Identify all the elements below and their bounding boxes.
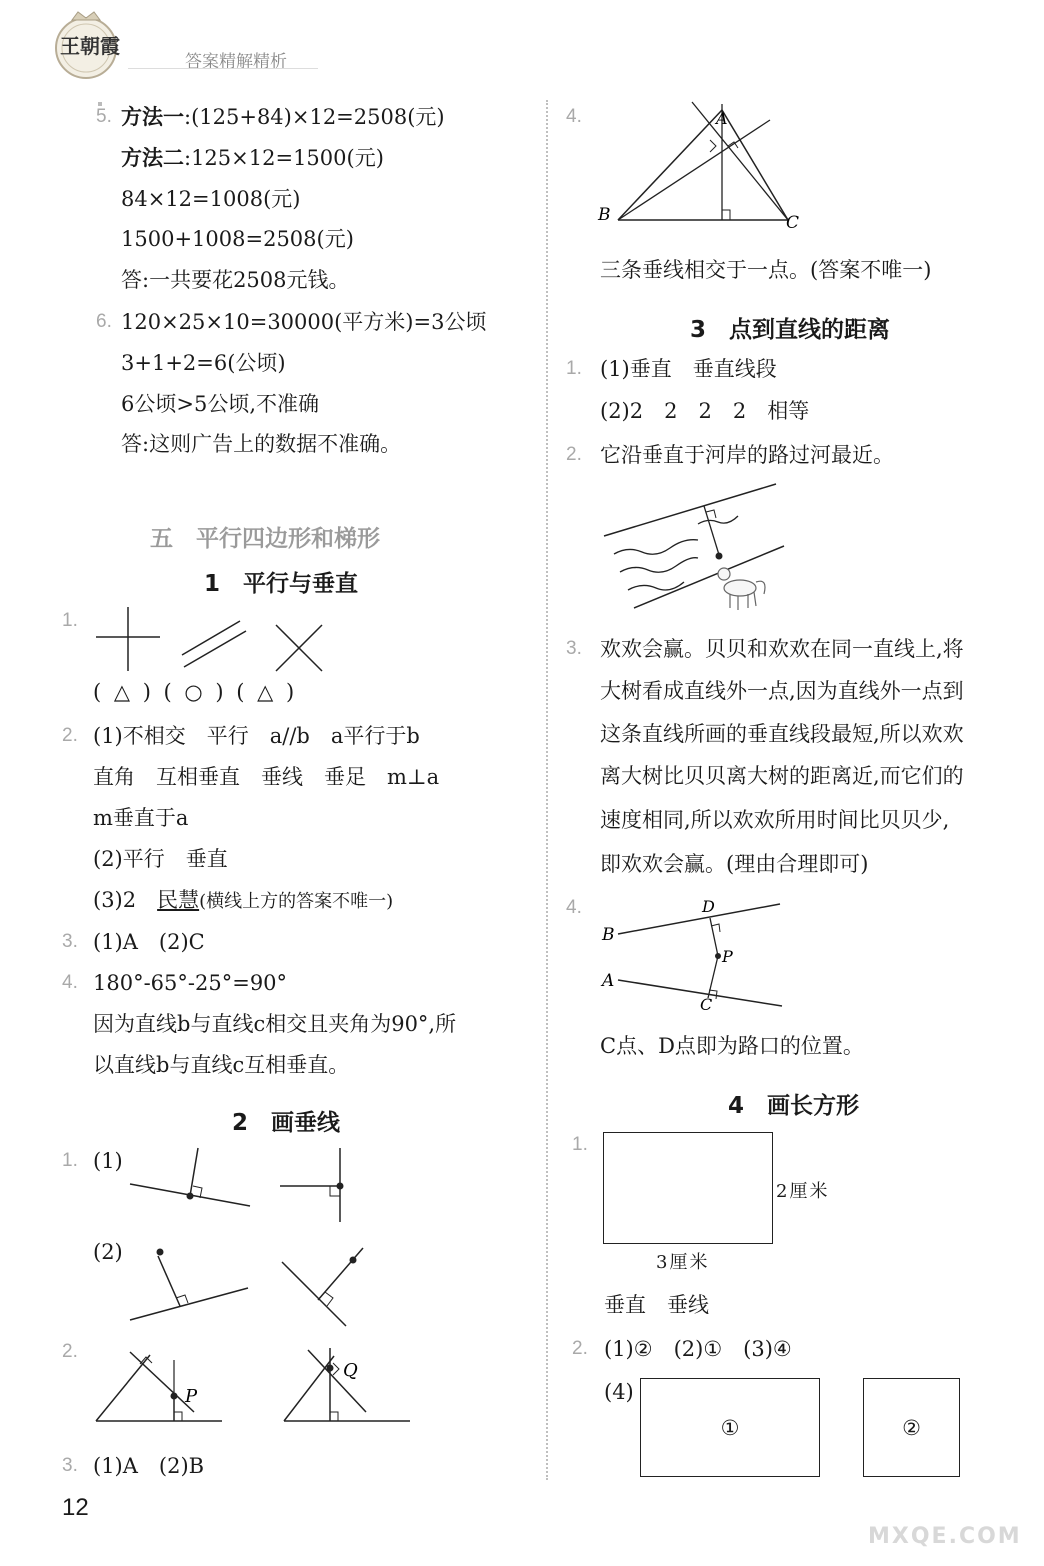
s4-q1-width-label: 3厘米 xyxy=(656,1252,710,1273)
s3-q1-number: 1. xyxy=(566,358,582,379)
s2-q3-number: 3. xyxy=(62,1455,78,1476)
q5-answer: 答:一共要花2508元钱。 xyxy=(121,268,350,292)
s3-q3-number: 3. xyxy=(566,638,582,659)
s2-q2-label-p: P xyxy=(185,1386,198,1407)
s1-q2-line1: (1)不相交 平行 a//b a平行于b xyxy=(93,724,420,748)
s1-q4-number: 4. xyxy=(62,972,78,993)
s2-q1-part1-label: (1) xyxy=(93,1149,123,1173)
s4-q2-rectangle-2 xyxy=(863,1378,960,1477)
q5-method1 xyxy=(121,103,445,131)
s3-q2-text: 它沿垂直于河岸的路过河最近。 xyxy=(600,443,894,467)
s1-q2-line4: (2)平行 垂直 xyxy=(93,847,228,871)
s3-q3-line3: 这条直线所画的垂直线段最短,所以欢欢 xyxy=(600,722,964,746)
s3-q3-line6: 即欢欢会赢。(理由合理即可) xyxy=(600,852,869,876)
s3-q3-line4: 离大树比贝贝离大树的距离近,而它们的 xyxy=(600,764,964,788)
logo-text: 王朝霞 xyxy=(60,34,120,58)
q5-line4: 1500+1008=2508(元) xyxy=(121,227,354,251)
s1-q3-text: (1)A (2)C xyxy=(93,930,205,954)
s3-q4-roads-figure xyxy=(598,894,788,1018)
q5-method2-label: 方法二 xyxy=(121,146,184,170)
q5-number: 5. xyxy=(96,106,112,127)
q5-method1-text: :(125+84)×12=2508(元) xyxy=(184,105,445,129)
column-divider xyxy=(546,100,548,1480)
r-q4-triangle-figure xyxy=(592,98,800,234)
s4-q2-rect2-label: ② xyxy=(902,1415,921,1440)
s3-q3-line1: 欢欢会赢。贝贝和欢欢在同一直线上,将 xyxy=(600,637,964,661)
r-q4-label-c: C xyxy=(786,213,800,233)
s4-q1-height-label: 2厘米 xyxy=(776,1181,830,1202)
s3-q4-label-a: A xyxy=(602,971,615,991)
s4-q2-rectangle-1 xyxy=(640,1378,820,1477)
s3-q3-line2: 大树看成直线外一点,因为直线外一点到 xyxy=(600,679,964,703)
header-rule xyxy=(128,68,318,69)
q5-method2 xyxy=(121,144,384,172)
q6-number: 6. xyxy=(96,311,112,332)
s3-q2-river-figure xyxy=(598,478,788,618)
s1-q4-line2: 因为直线b与直线c相交且夹角为90°,所 xyxy=(93,1012,457,1036)
s3-q1-line1: (1)垂直 垂直线段 xyxy=(600,357,777,381)
q5-line3: 84×12=1008(元) xyxy=(121,187,301,211)
page-number: 12 xyxy=(62,1494,89,1521)
s3-q1-line2: (2)2 2 2 2 相等 xyxy=(600,399,810,423)
r-q4-label-a: A xyxy=(716,109,728,128)
s1-q2-underlined-answer: 民慧 xyxy=(157,888,200,912)
q6-line2: 3+1+2=6(公顷) xyxy=(121,351,286,375)
s1-q4-line1: 180°-65°-25°=90° xyxy=(93,971,288,995)
s1-q4-line3: 以直线b与直线c互相垂直。 xyxy=(93,1053,350,1077)
s4-q2-line1: (1)② (2)① (3)④ xyxy=(604,1337,792,1361)
s1-q2-line2: 直角 互相垂直 垂线 垂足 m⊥a xyxy=(93,765,440,789)
q6-line3: 6公顷>5公顷,不准确 xyxy=(121,392,319,416)
s1-q2-line5-prefix: (3)2 xyxy=(93,888,158,912)
s4-q1-rectangle xyxy=(603,1132,773,1244)
s4-q1-text: 垂直 垂线 xyxy=(604,1293,709,1317)
s2-q3-text: (1)A (2)B xyxy=(93,1454,205,1478)
r-q4-label-b: B xyxy=(598,205,611,225)
section4-title: 4 画长方形 xyxy=(728,1093,860,1119)
s3-q4-label-c: C xyxy=(700,995,713,1014)
s2-q1-figures xyxy=(120,1140,360,1340)
s2-q2-number: 2. xyxy=(62,1341,78,1362)
q6-answer: 答:这则广告上的数据不准确。 xyxy=(121,432,402,456)
watermark-text: MXQE.COM xyxy=(868,1524,1022,1549)
s1-q2-line3: m垂直于a xyxy=(93,806,189,830)
s3-q4-text: C点、D点即为路口的位置。 xyxy=(600,1034,864,1058)
s3-q4-number: 4. xyxy=(566,897,582,918)
s3-q3-line5: 速度相同,所以欢欢所用时间比贝贝少, xyxy=(600,808,950,832)
r-q4-number: 4. xyxy=(566,106,582,127)
r-q4-text: 三条垂线相交于一点。(答案不唯一) xyxy=(600,258,932,282)
s3-q4-label-d: D xyxy=(702,897,715,916)
q5-method2-text: :125×12=1500(元) xyxy=(184,146,384,170)
q6-line1: 120×25×10=30000(平方米)=3公顷 xyxy=(121,310,487,334)
s2-q2-figures xyxy=(90,1340,420,1430)
s1-q1-answers: ( △ ) ( ○ ) ( △ ) xyxy=(93,680,298,704)
s1-q1-figures xyxy=(90,605,340,675)
section1-title: 1 平行与垂直 xyxy=(204,571,359,597)
brand-title: 答案精解精析 xyxy=(185,52,287,72)
s4-q2-number: 2. xyxy=(572,1338,588,1359)
fig-parallel-1 xyxy=(182,621,240,655)
s1-q2-line5 xyxy=(93,886,393,916)
s1-q3-number: 3. xyxy=(62,931,78,952)
s2-q1-part2-label: (2) xyxy=(93,1240,123,1264)
section3-title: 3 点到直线的距离 xyxy=(690,317,891,343)
s1-q2-number: 2. xyxy=(62,725,78,746)
s4-q2-line2: (4) xyxy=(604,1380,634,1404)
s2-q2-label-q: Q xyxy=(343,1360,358,1381)
s4-q2-rect1-label: ① xyxy=(720,1415,740,1440)
s3-q4-label-b: B xyxy=(602,925,615,945)
s2-q1-number: 1. xyxy=(62,1150,78,1171)
pony-icon xyxy=(718,568,765,610)
section2-title: 2 画垂线 xyxy=(232,1110,341,1136)
s1-q1-number: 1. xyxy=(62,610,78,631)
unit-title: 五 平行四边形和梯形 xyxy=(150,526,380,552)
q5-method1-label: 方法一 xyxy=(121,105,184,129)
s4-q1-number: 1. xyxy=(572,1134,588,1155)
s1-q2-line5-note: (横线上方的答案不唯一) xyxy=(199,891,394,912)
s3-q4-label-p: P xyxy=(722,947,733,966)
s3-q2-number: 2. xyxy=(566,444,582,465)
